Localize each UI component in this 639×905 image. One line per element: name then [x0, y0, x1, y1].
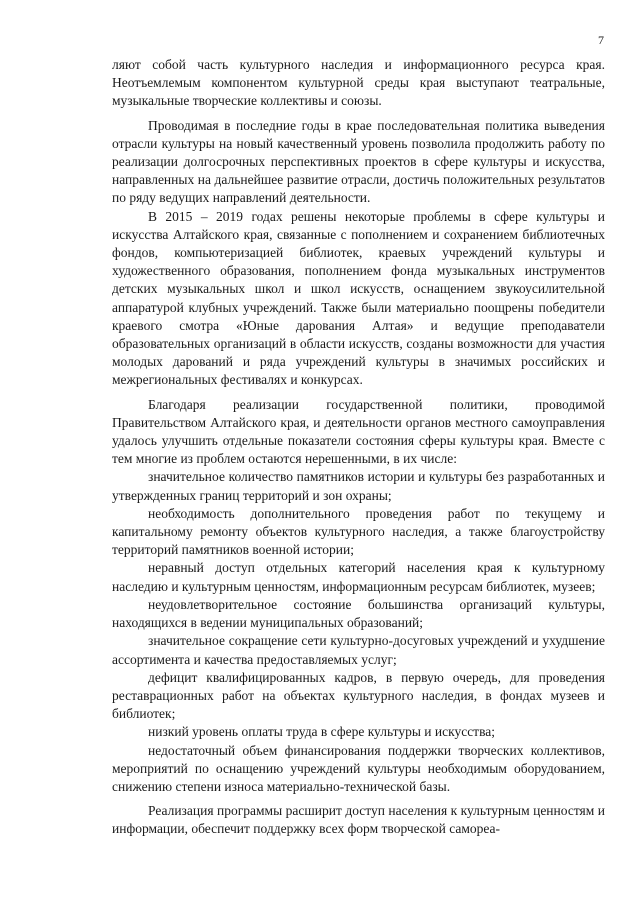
- paragraph-problems-intro: Благодаря реализации государственной политики, проводимой Правительством Алтайского края, и деятельности органов местного самоуправления удалось улучшить отдельные показатели состояния сферы культуры края. Вместе с тем многие из проблем остаются нерешенными, в их числе:: [112, 396, 605, 467]
- page-number: 7: [598, 33, 604, 47]
- problem-item-access: неравный доступ отдельных категорий населения края к культурному наследию и культурным ценностям, информационным ресурсам библиотек, музеев;: [112, 560, 605, 594]
- paragraph-program-effect: Реализация программы расширит доступ населения к культурным ценностям и информации, обеспечит поддержку всех форм творческой самореа-: [112, 803, 605, 837]
- paragraph-policy: Проводимая в последние годы в крае последовательная политика выведения отрасли культуры на новый качественный уровень позволила продолжить работу по реализации долгосрочных перспективных проектов в сфере культуры и искусства, направленных на дальнейшее развитие отрасли, достичь положительных результатов по ряду ведущих направлений деятельности.: [112, 117, 605, 206]
- problem-item-monuments: значительное количество памятников истории и культуры без разработанных и утвержденных границ территорий и зон охраны;: [112, 469, 605, 503]
- problem-item-salary: низкий уровень оплаты труда в сфере культуры и искусства;: [148, 724, 496, 740]
- document-body: [112, 56, 605, 839]
- problem-item-funding: недостаточный объем финансирования поддержки творческих коллективов, мероприятий по оснащению учреждений культуры необходимым оборудованием, снижению степени износа материально-технической базы.: [112, 742, 605, 794]
- problem-item-repairs: необходимость дополнительного проведения работ по текущему и капитальному ремонту объектов культурного наследия, а также благоустройству территорий памятников военной истории;: [112, 505, 605, 558]
- paragraph-continuation: ляют собой часть культурного наследия и информационного ресурса края. Неотъемлемым компонентом культурной среды края выступают театральные, музыкальные творческие коллективы и союзы.: [112, 57, 605, 109]
- problem-item-network: значительное сокращение сети культурно-досуговых учреждений и ухудшение ассортимента и качества предоставляемых услуг;: [112, 633, 605, 667]
- problem-item-staff: дефицит квалифицированных кадров, в первую очередь, для проведения реставрационных работ на объектах культурного наследия, в фондах музеев и библиотек;: [112, 669, 605, 722]
- paragraph-achievements: В 2015 – 2019 годах решены некоторые проблемы в сфере культуры и искусства Алтайского края, связанные с пополнением и сохранением библиотечных фондов, компьютеризацией библиотек, краевых учреждений культуры и художественного образования, пополнением фонда музыкальных инструментов детских музыкальных школ и школ искусств, оснащением звукоусилительной аппаратурой клубных учреждений. Также были материально поощрены победители краевого смотра «Юные дарования Алтая» и ведущие преподаватели образовательных организаций в области искусств, созданы возможности для участия молодых дарований и ряда учреждений культуры в значимых российских и межрегиональных фестивалях и конкурсах.: [112, 208, 605, 388]
- problem-item-municipal: неудовлетворительное состояние большинства организаций культуры, находящихся в ведении муниципальных образований;: [112, 596, 605, 631]
